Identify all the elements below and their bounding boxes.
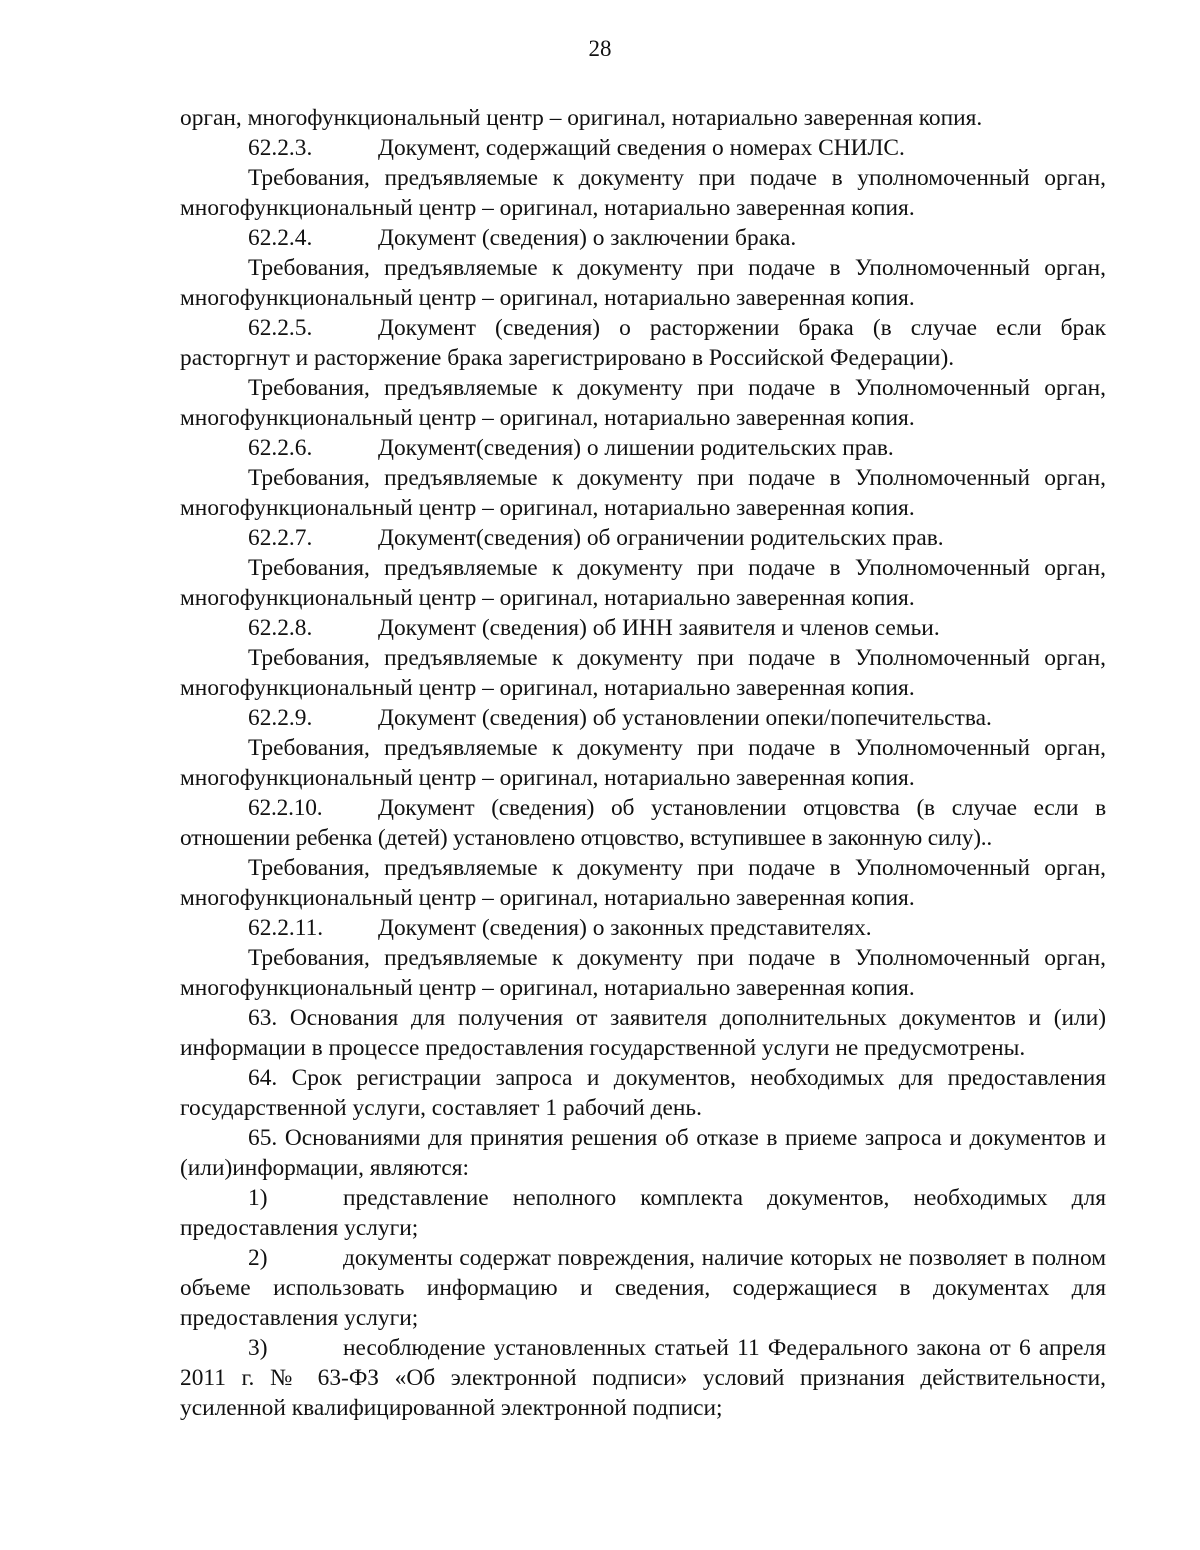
item-text: Документ (сведения) об ИНН заявителя и членов семьи. [378,615,940,641]
item-number: 62.2.4. [248,225,313,251]
item-paragraph [180,133,1106,163]
page-number: 28 [588,36,612,61]
paragraph [180,733,1106,793]
item-text: Документ (сведения) об установлении отцовства (в случае если в отношении ребенка (детей) установлено отцовство, вступившее в законную силу).. [180,795,1106,851]
item-number: 62.2.9. [248,705,313,731]
paragraph-text: Требования, предъявляемые к документу при подаче в Уполномоченный орган, многофункциональный центр – оригинал, нотариально заверенная копия. [180,645,1106,701]
list-text: несоблюдение установленных статьей 11 Федерального закона от 6 апреля 2011 г. № 63-ФЗ «Об электронной подписи» условий признания действительности, усиленной квалифицированной электронной подписи; [180,1335,1106,1421]
item-text: Документ (сведения) об установлении опеки/попечительства. [378,705,992,731]
item-paragraph [180,703,1106,733]
item-paragraph [180,913,1106,943]
paragraph-text: Требования, предъявляемые к документу при подаче в Уполномоченный орган, многофункциональный центр – оригинал, нотариально заверенная копия. [180,555,1106,611]
item-number: 62.2.6. [248,435,313,461]
list-item [180,1243,1106,1333]
paragraph [180,1063,1106,1123]
item-text: Документ, содержащий сведения о номерах СНИЛС. [378,135,905,161]
item-paragraph [180,523,1106,553]
item-paragraph [180,313,1106,373]
list-number: 3) [248,1335,268,1361]
paragraph-text: Требования, предъявляемые к документу при подаче в Уполномоченный орган, многофункциональный центр – оригинал, нотариально заверенная копия. [180,375,1106,431]
item-paragraph [180,223,1106,253]
item-number: 62.2.11. [248,915,324,941]
item-text: Документ (сведения) о заключении брака. [378,225,797,251]
paragraph-text: Требования, предъявляемые к документу при подаче в Уполномоченный орган, многофункциональный центр – оригинал, нотариально заверенная копия. [180,255,1106,311]
list-number: 2) [248,1245,268,1271]
item-paragraph [180,433,1106,463]
item-number: 62.2.7. [248,525,313,551]
item-text: Документ (сведения) о законных представителях. [378,915,872,941]
item-number: 62.2.3. [248,135,313,161]
paragraph [180,103,1106,133]
paragraph [180,253,1106,313]
list-text: документы содержат повреждения, наличие которых не позволяет в полном объеме использовать информацию и сведения, содержащиеся в документах для предоставления услуги; [180,1245,1106,1331]
paragraph-text: 65. Основаниями для принятия решения об отказе в приеме запроса и документов и (или)информации, являются: [180,1125,1106,1181]
item-number: 62.2.5. [248,315,313,341]
paragraph-text: Требования, предъявляемые к документу при подаче в уполномоченный орган, многофункциональный центр – оригинал, нотариально заверенная копия. [180,165,1106,221]
document-body [180,103,1106,1423]
paragraph-text: орган, многофункциональный центр – оригинал, нотариально заверенная копия. [180,105,983,131]
list-text: представление неполного комплекта документов, необходимых для предоставления услуги; [180,1185,1106,1241]
paragraph [180,553,1106,613]
paragraph-text: Требования, предъявляемые к документу при подаче в Уполномоченный орган, многофункциональный центр – оригинал, нотариально заверенная копия. [180,855,1106,911]
list-item [180,1183,1106,1243]
paragraph [180,1003,1106,1063]
paragraph [180,1123,1106,1183]
item-paragraph [180,793,1106,853]
paragraph-text: Требования, предъявляемые к документу при подаче в Уполномоченный орган, многофункциональный центр – оригинал, нотариально заверенная копия. [180,465,1106,521]
list-number: 1) [248,1185,268,1211]
paragraph [180,163,1106,223]
paragraph [180,943,1106,1003]
item-number: 62.2.8. [248,615,313,641]
item-text: Документ(сведения) об ограничении родительских прав. [378,525,944,551]
paragraph [180,463,1106,523]
paragraph [180,373,1106,433]
item-text: Документ (сведения) о расторжении брака (в случае если брак расторгнут и расторжение брака зарегистрировано в Российской Федерации). [180,315,1106,371]
paragraph [180,643,1106,703]
paragraph-text: Требования, предъявляемые к документу при подаче в Уполномоченный орган, многофункциональный центр – оригинал, нотариально заверенная копия. [180,945,1106,1001]
list-item [180,1333,1106,1423]
paragraph-text: 63. Основания для получения от заявителя дополнительных документов и (или) информации в процессе предоставления государственной услуги не предусмотрены. [180,1005,1106,1061]
item-number: 62.2.10. [248,795,323,821]
item-text: Документ(сведения) о лишении родительских прав. [378,435,894,461]
paragraph-text: 64. Срок регистрации запроса и документов, необходимых для предоставления государственной услуги, составляет 1 рабочий день. [180,1065,1106,1121]
paragraph [180,853,1106,913]
paragraph-text: Требования, предъявляемые к документу при подаче в Уполномоченный орган, многофункциональный центр – оригинал, нотариально заверенная копия. [180,735,1106,791]
item-paragraph [180,613,1106,643]
